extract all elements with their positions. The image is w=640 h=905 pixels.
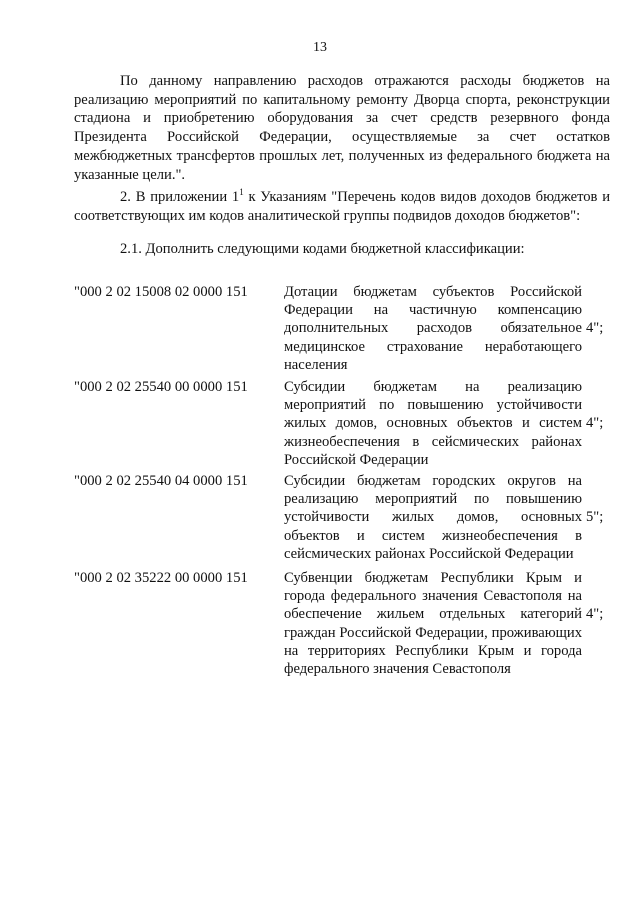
code-row-2-description: Субсидии бюджетам на реализацию мероприятий по повышению устойчивости жилых домов, основных объектов и систем жизнеобеспечения в сейсмических районах Российской Федерации [284,379,582,468]
paragraph-expenses-text: По данному направлению расходов отражаются расходы бюджетов на реализацию мероприятий по капитальному ремонту Дворца спорта, реконструкции стадиона и приобретению оборудования за счет средств резервного фонда Президента Российской Федерации, осуществляемые за счет остатков межбюджетных трансфертов прошлых лет, полученных из федерального бюджета на указанные цели.". [74,73,610,183]
paragraph-expenses [74,72,610,184]
paragraph-appendix-superscript: 1 [239,187,244,197]
code-row-1-description: Дотации бюджетам субъектов Российской Федерации на частичную компенсацию дополнительных расходов обязательное медицинское страхование неработающего населения [284,284,582,373]
code-row-4-suffix: 4"; [586,606,604,622]
paragraph-add-codes-text: 2.1. Дополнить следующими кодами бюджетной классификации: [120,241,525,257]
code-row-3-description: Субсидии бюджетам городских округов на реализацию мероприятий по повышению устойчивости жилых домов, основных объектов и систем жизнеобеспечения в сейсмических районах Российской Федерации [284,473,582,562]
code-row-2-suffix: 4"; [586,415,604,431]
code-row-3-suffix: 5"; [586,509,604,525]
paragraph-appendix-after: к Указаниям "Перечень кодов видов доходов бюджетов и соответствующих им кодов аналитической группы подвидов доходов бюджетов": [74,188,611,224]
code-row-3-code: "000 2 02 25540 04 0000 151 [74,473,248,489]
code-row-4-description: Субвенции бюджетам Республики Крым и города федерального значения Севастополя на обеспечение жильем отдельных категорий граждан Российской Федерации, проживающих на территориях Республики Крым и города федерального значения Севастополя [284,570,582,678]
code-row-2-code: "000 2 02 25540 00 0000 151 [74,379,248,395]
code-row-1-code: "000 2 02 15008 02 0000 151 [74,284,248,300]
code-row-4-code: "000 2 02 35222 00 0000 151 [74,570,248,586]
page-number: 13 [313,40,327,55]
paragraph-appendix-text [74,183,610,225]
code-row-1-suffix: 4"; [586,320,604,336]
paragraph-appendix-before: 2. В приложении 1 [120,188,240,205]
paragraph-add-codes [74,240,610,259]
paragraph-appendix [74,183,610,225]
